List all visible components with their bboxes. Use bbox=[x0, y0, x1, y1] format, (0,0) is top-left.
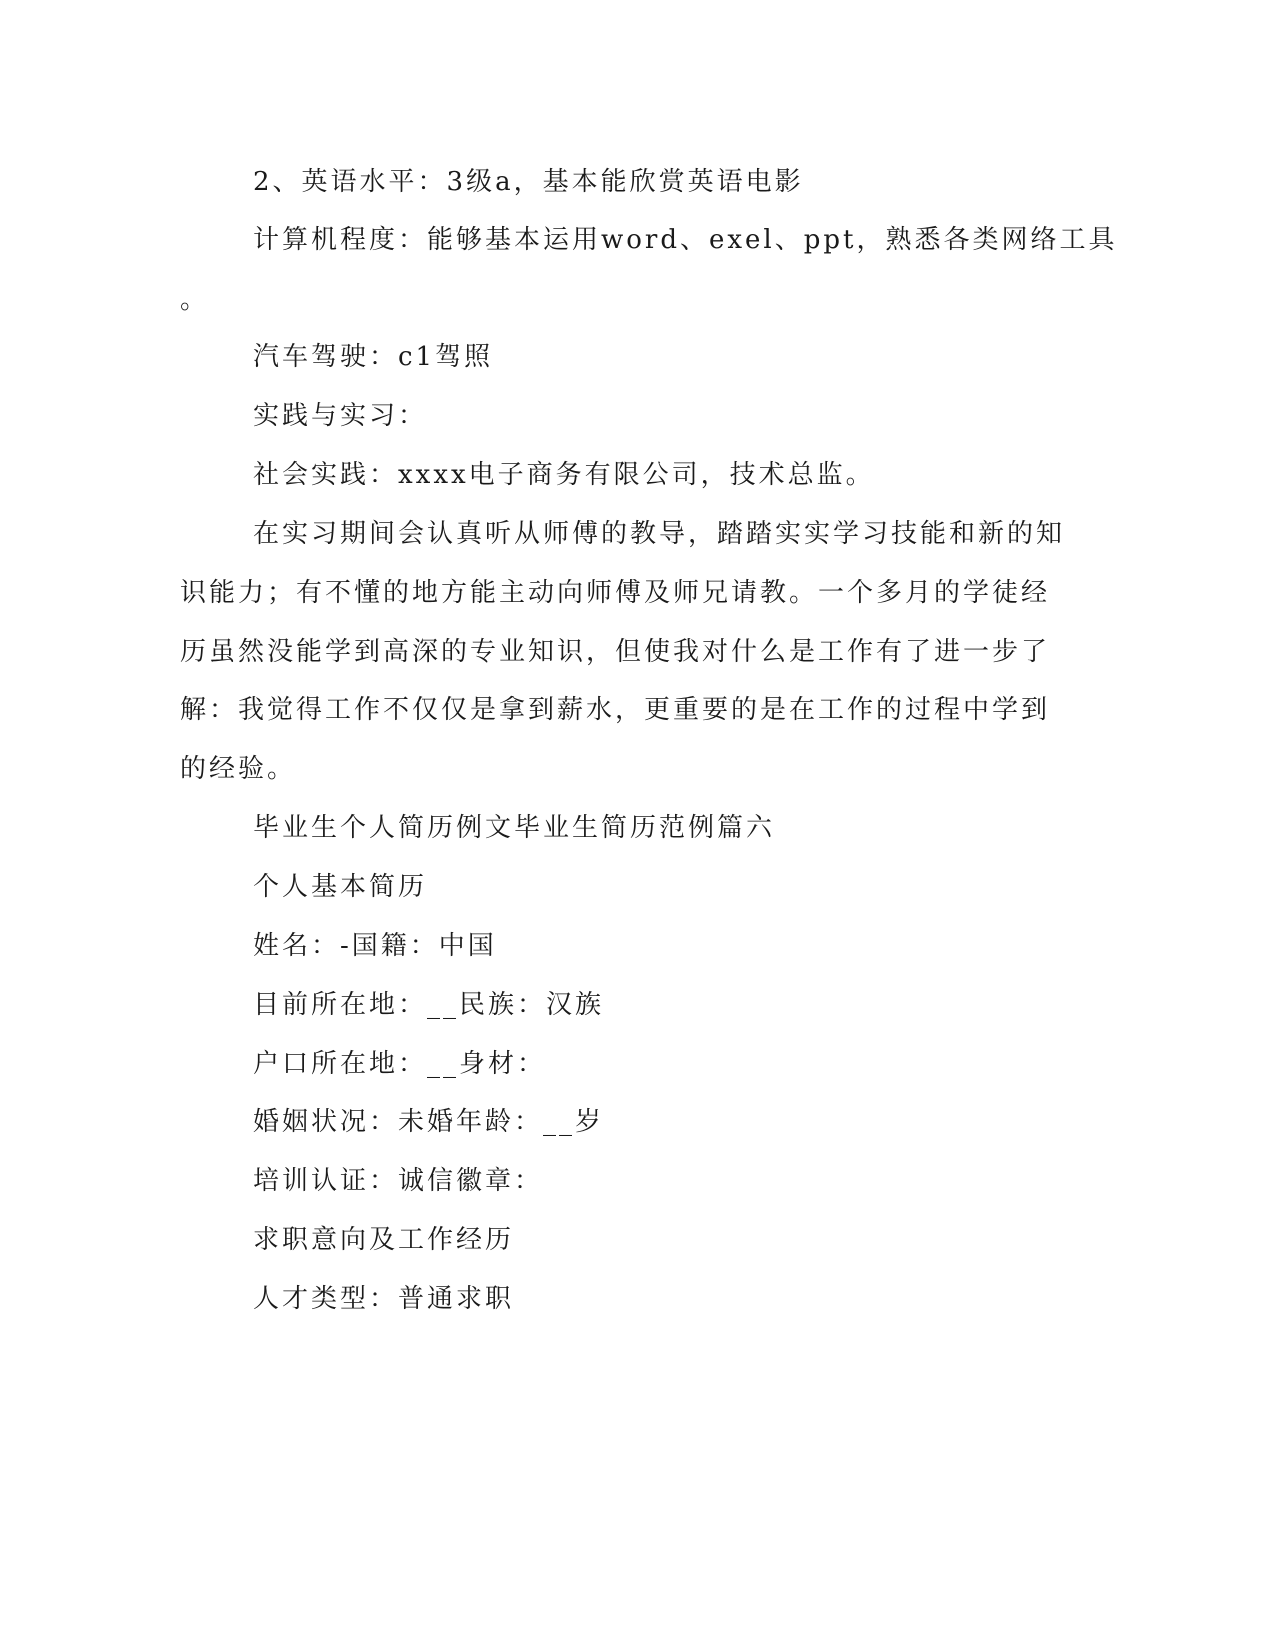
text-line-computer-skill: 计算机程度：能够基本运用word、exel、ppt，熟悉各类网络工具 bbox=[253, 225, 1118, 255]
section-heading-basic-info: 个人基本简历 bbox=[253, 872, 428, 902]
text-line-english-level: 2、英语水平：3级a，基本能欣赏英语电影 bbox=[253, 167, 804, 197]
paragraph-internship-line-4: 解：我觉得工作不仅仅是拿到薪水，更重要的是在工作的过程中学到 bbox=[180, 695, 1051, 725]
text-line-marital-age: 婚姻状况：未婚年龄：__岁 bbox=[253, 1107, 605, 1137]
paragraph-internship-line-2: 识能力；有不懂的地方能主动向师傅及师兄请教。一个多月的学徒经 bbox=[180, 578, 1051, 608]
section-heading-job-intent: 求职意向及工作经历 bbox=[253, 1225, 515, 1255]
text-line-practice-heading: 实践与实习： bbox=[253, 401, 428, 431]
text-line-location-ethnicity: 目前所在地：__民族：汉族 bbox=[253, 990, 605, 1020]
text-line-computer-skill-end: 。 bbox=[180, 285, 210, 315]
section-title-resume-six: 毕业生个人简历例文毕业生简历范例篇六 bbox=[253, 813, 776, 843]
paragraph-internship-line-3: 历虽然没能学到高深的专业知识，但使我对什么是工作有了进一步了 bbox=[180, 637, 1051, 667]
text-line-name-nationality: 姓名：-国籍：中国 bbox=[253, 931, 497, 961]
text-line-hukou-height: 户口所在地：__身材： bbox=[253, 1049, 547, 1079]
text-line-talent-type: 人才类型：普通求职 bbox=[253, 1284, 515, 1314]
paragraph-internship-line-5: 的经验。 bbox=[180, 754, 297, 784]
paragraph-internship-line-1: 在实习期间会认真听从师傅的教导，踏踏实实学习技能和新的知 bbox=[253, 519, 1066, 549]
text-line-certification: 培训认证：诚信徽章： bbox=[253, 1166, 544, 1196]
text-line-social-practice: 社会实践：xxxx电子商务有限公司，技术总监。 bbox=[253, 460, 875, 490]
text-line-driving: 汽车驾驶：c1驾照 bbox=[253, 342, 494, 372]
